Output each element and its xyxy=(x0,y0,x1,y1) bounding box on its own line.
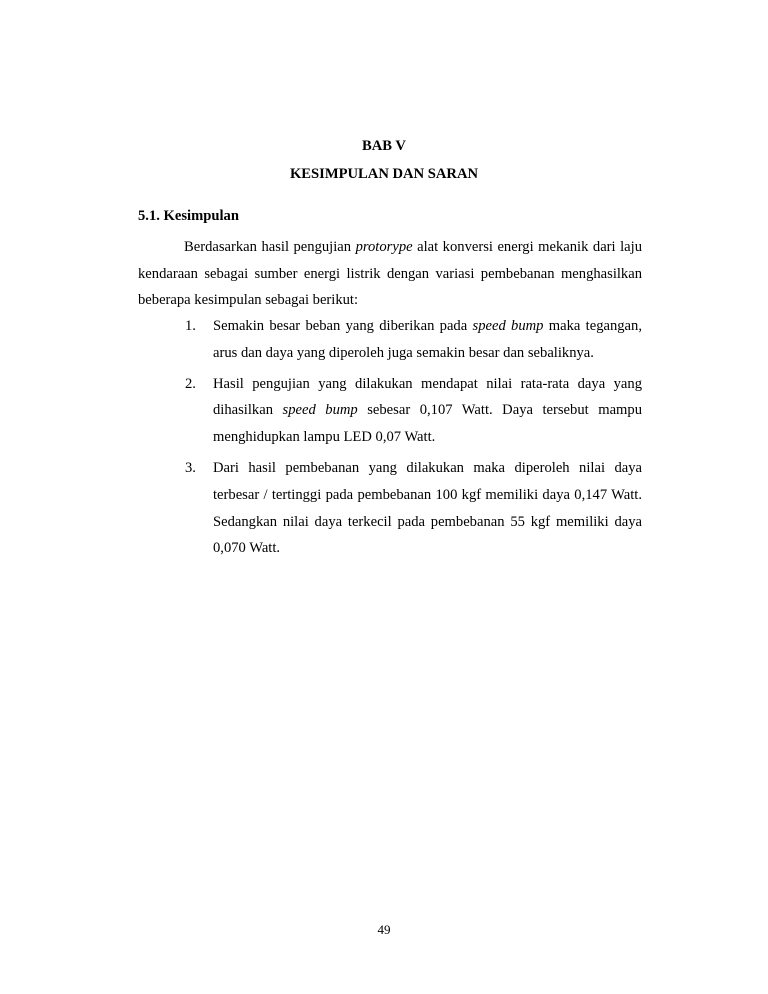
list-item-italic-term: speed bump xyxy=(472,318,544,334)
intro-paragraph xyxy=(138,234,642,314)
list-item-text-part1: Hasil pengujian yang dilakukan mendapat nilai rata-rata daya yang dihasilkan xyxy=(213,375,642,419)
list-item-italic-term: speed bump xyxy=(282,402,358,419)
list-item-text xyxy=(213,313,642,367)
intro-text-part1: Berdasarkan hasil pengujian xyxy=(184,239,356,255)
page-number: 49 xyxy=(377,922,391,937)
chapter-title: KESIMPULAN DAN SARAN xyxy=(289,166,479,182)
list-item-text-part1: Dari hasil pembebanan yang dilakukan maka diperoleh nilai daya terbesar / tertinggi pada pembebanan 100 kgf memiliki daya 0,147 Watt. Sedangkan nilai daya terkecil pada pembebanan 55 kgf memiliki daya 0,070 Watt. xyxy=(213,459,642,557)
conclusion-list xyxy=(185,313,642,566)
list-item-number: 3. xyxy=(185,459,196,476)
list-item xyxy=(185,371,642,451)
intro-italic-term: protorype xyxy=(355,239,413,255)
list-item-text xyxy=(213,455,642,562)
list-item-text xyxy=(213,371,642,451)
list-item xyxy=(185,313,642,367)
list-item xyxy=(185,455,642,562)
intro-text-part2: alat konversi energi mekanik dari laju kendaraan sebagai sumber energi listrik dengan variasi pembebanan menghasilkan beberapa kesimpulan sebagai berikut: xyxy=(138,239,642,308)
list-item-number: 1. xyxy=(185,318,196,334)
list-item-text-part2: maka tegangan, arus dan daya yang diperoleh juga semakin besar dan sebaliknya. xyxy=(213,318,642,361)
section-heading: 5.1. Kesimpulan xyxy=(138,208,239,224)
chapter-label: BAB V xyxy=(362,138,406,154)
list-item-number: 2. xyxy=(185,375,196,392)
list-item-text-part1: Semakin besar beban yang diberikan pada xyxy=(213,318,473,334)
list-item-text-part2: sebesar 0,107 Watt. Daya tersebut mampu menghidupkan lampu LED 0,07 Watt. xyxy=(213,402,642,446)
